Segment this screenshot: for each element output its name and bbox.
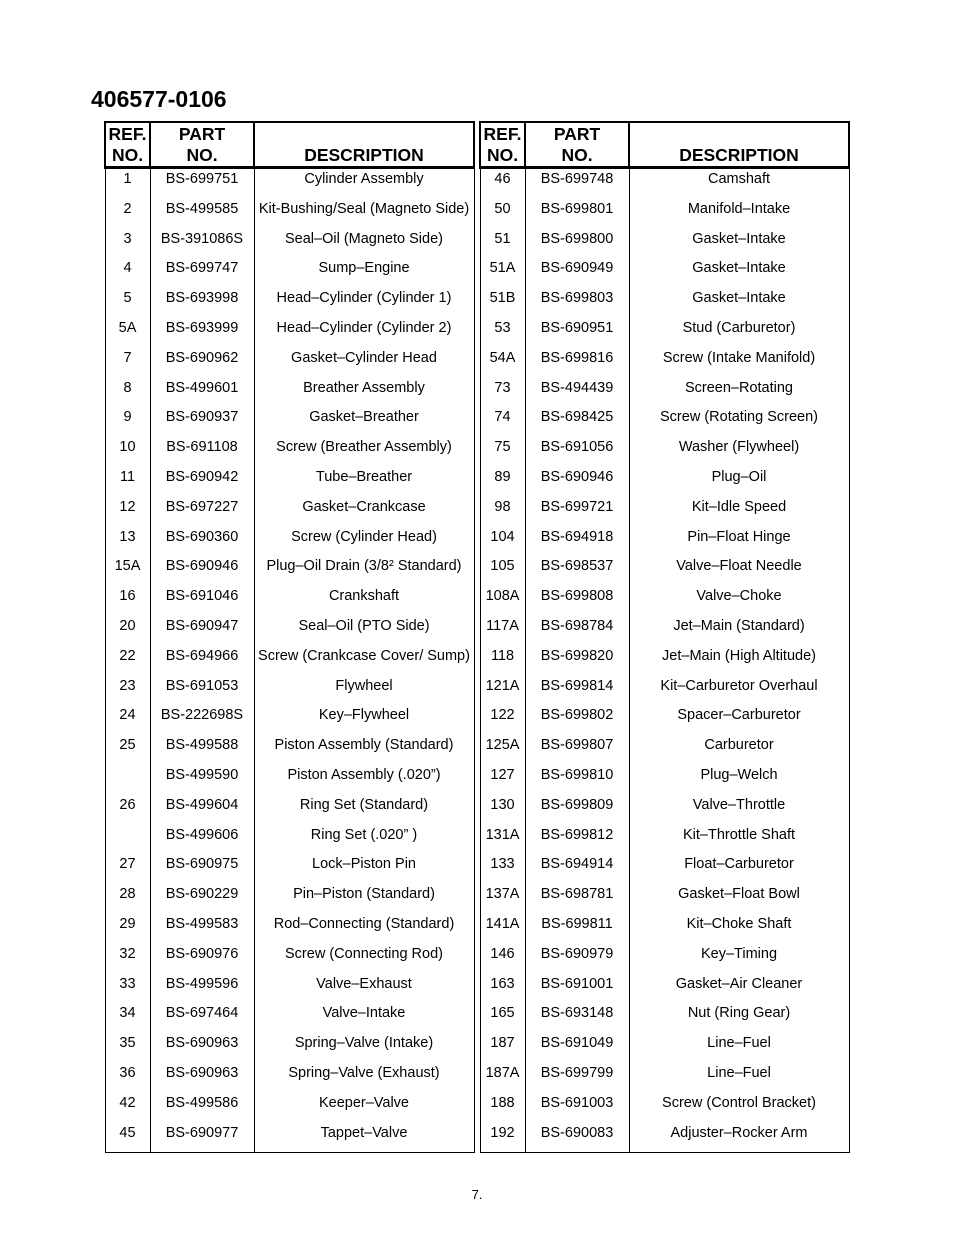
cell-description: Head–Cylinder (Cylinder 2): [254, 318, 474, 348]
cell-ref-no: 32: [105, 944, 150, 974]
cell-description: Piston Assembly (Standard): [254, 735, 474, 765]
table-row: [480, 974, 849, 1004]
header-ref-no: REF. NO.: [480, 122, 525, 168]
cell-description: Gasket–Float Bowl: [629, 884, 849, 914]
cell-description: Breather Assembly: [254, 378, 474, 408]
cell-ref-no: 7: [105, 348, 150, 378]
header-part-no: PART NO.: [150, 122, 254, 168]
cell-part-no: BS-691049: [525, 1033, 629, 1063]
cell-ref-no: 26: [105, 795, 150, 825]
page-number: 7.: [471, 1187, 483, 1202]
cell-ref-no: 28: [105, 884, 150, 914]
cell-description: Line–Fuel: [629, 1033, 849, 1063]
cell-description: Flywheel: [254, 676, 474, 706]
cell-part-no: BS-699802: [525, 705, 629, 735]
cell-part-no: BS-699799: [525, 1063, 629, 1093]
cell-ref-no: [105, 765, 150, 795]
table-row: [105, 974, 474, 1004]
cell-ref-no: 2: [105, 199, 150, 229]
cell-ref-no: 53: [480, 318, 525, 348]
cell-description: Crankshaft: [254, 586, 474, 616]
cell-description: Pin–Float Hinge: [629, 527, 849, 557]
cell-ref-no: 42: [105, 1093, 150, 1123]
table-row: [105, 1123, 474, 1153]
cell-ref-no: 131A: [480, 825, 525, 855]
cell-description: Screw (Intake Manifold): [629, 348, 849, 378]
table-row: [480, 407, 849, 437]
cell-part-no: BS-690977: [150, 1123, 254, 1153]
table-row: [105, 348, 474, 378]
cell-ref-no: 4: [105, 258, 150, 288]
cell-description: Valve–Intake: [254, 1003, 474, 1033]
cell-description: Screw (Crankcase Cover/ Sump): [254, 646, 474, 676]
table-row: [480, 1063, 849, 1093]
cell-ref-no: 5A: [105, 318, 150, 348]
table-row: [480, 586, 849, 616]
cell-ref-no: 188: [480, 1093, 525, 1123]
table-row: [480, 527, 849, 557]
table-row: [480, 676, 849, 706]
cell-ref-no: 51B: [480, 288, 525, 318]
table-row: [105, 586, 474, 616]
cell-description: Ring Set (Standard): [254, 795, 474, 825]
cell-part-no: BS-499585: [150, 199, 254, 229]
cell-description: Spring–Valve (Intake): [254, 1033, 474, 1063]
parts-table-right: [479, 121, 850, 1153]
cell-description: Gasket–Crankcase: [254, 497, 474, 527]
cell-description: Screw (Control Bracket): [629, 1093, 849, 1123]
cell-part-no: BS-693998: [150, 288, 254, 318]
table-row: [480, 229, 849, 259]
table-row: [105, 168, 474, 199]
table-row: [480, 884, 849, 914]
cell-ref-no: 98: [480, 497, 525, 527]
table-row: [105, 318, 474, 348]
cell-part-no: BS-690963: [150, 1033, 254, 1063]
cell-ref-no: 51: [480, 229, 525, 259]
table-row: [480, 795, 849, 825]
cell-description: Jet–Main (Standard): [629, 616, 849, 646]
cell-ref-no: 121A: [480, 676, 525, 706]
table-header-row: [480, 122, 849, 168]
cell-part-no: BS-697464: [150, 1003, 254, 1033]
cell-part-no: BS-499590: [150, 765, 254, 795]
cell-part-no: BS-699814: [525, 676, 629, 706]
cell-part-no: BS-690975: [150, 854, 254, 884]
cell-part-no: BS-690360: [150, 527, 254, 557]
cell-part-no: BS-693148: [525, 1003, 629, 1033]
table-row: [105, 616, 474, 646]
table-row: [105, 467, 474, 497]
table-row: [480, 735, 849, 765]
cell-part-no: BS-690937: [150, 407, 254, 437]
table-row: [105, 258, 474, 288]
cell-description: Plug–Welch: [629, 765, 849, 795]
cell-part-no: BS-499583: [150, 914, 254, 944]
cell-part-no: BS-698425: [525, 407, 629, 437]
cell-part-no: BS-699751: [150, 168, 254, 199]
table-body-left: [105, 168, 474, 1153]
table-row: [105, 497, 474, 527]
table-row: [480, 556, 849, 586]
cell-description: Gasket–Intake: [629, 229, 849, 259]
cell-part-no: BS-691001: [525, 974, 629, 1004]
cell-ref-no: 73: [480, 378, 525, 408]
cell-description: Head–Cylinder (Cylinder 1): [254, 288, 474, 318]
cell-ref-no: 36: [105, 1063, 150, 1093]
table-row: [105, 646, 474, 676]
cell-description: Cylinder Assembly: [254, 168, 474, 199]
table-row: [105, 884, 474, 914]
table-row: [105, 944, 474, 974]
cell-description: Kit-Bushing/Seal (Magneto Side): [254, 199, 474, 229]
header-part-no: PART NO.: [525, 122, 629, 168]
cell-ref-no: 130: [480, 795, 525, 825]
cell-part-no: BS-691053: [150, 676, 254, 706]
cell-description: Spring–Valve (Exhaust): [254, 1063, 474, 1093]
cell-ref-no: 1: [105, 168, 150, 199]
cell-ref-no: 8: [105, 378, 150, 408]
cell-description: Nut (Ring Gear): [629, 1003, 849, 1033]
cell-ref-no: 29: [105, 914, 150, 944]
cell-ref-no: 165: [480, 1003, 525, 1033]
cell-ref-no: 50: [480, 199, 525, 229]
cell-description: Screw (Rotating Screen): [629, 407, 849, 437]
cell-description: Sump–Engine: [254, 258, 474, 288]
table-row: [480, 348, 849, 378]
cell-part-no: BS-699812: [525, 825, 629, 855]
table-row: [480, 1123, 849, 1153]
cell-part-no: BS-694914: [525, 854, 629, 884]
parts-table-left: [104, 121, 475, 1153]
cell-part-no: BS-699748: [525, 168, 629, 199]
cell-ref-no: 105: [480, 556, 525, 586]
cell-description: Tappet–Valve: [254, 1123, 474, 1153]
cell-part-no: BS-690947: [150, 616, 254, 646]
table-row: [105, 676, 474, 706]
table-row: [480, 646, 849, 676]
table-row: [105, 407, 474, 437]
table-body-right: [480, 168, 849, 1153]
cell-ref-no: 5: [105, 288, 150, 318]
table-row: [480, 437, 849, 467]
table-row: [480, 1033, 849, 1063]
cell-description: Ring Set (.020” ): [254, 825, 474, 855]
cell-part-no: BS-690229: [150, 884, 254, 914]
cell-ref-no: 45: [105, 1123, 150, 1153]
cell-part-no: BS-691046: [150, 586, 254, 616]
cell-part-no: BS-691108: [150, 437, 254, 467]
cell-part-no: BS-699801: [525, 199, 629, 229]
table-row: [480, 497, 849, 527]
table-row: [105, 914, 474, 944]
cell-part-no: BS-694966: [150, 646, 254, 676]
cell-description: Kit–Idle Speed: [629, 497, 849, 527]
cell-ref-no: 13: [105, 527, 150, 557]
cell-ref-no: 163: [480, 974, 525, 1004]
cell-ref-no: 74: [480, 407, 525, 437]
cell-part-no: BS-494439: [525, 378, 629, 408]
cell-ref-no: 125A: [480, 735, 525, 765]
cell-part-no: BS-499604: [150, 795, 254, 825]
cell-part-no: BS-698781: [525, 884, 629, 914]
cell-part-no: BS-499588: [150, 735, 254, 765]
cell-part-no: BS-690979: [525, 944, 629, 974]
cell-ref-no: 24: [105, 705, 150, 735]
cell-description: Seal–Oil (Magneto Side): [254, 229, 474, 259]
cell-ref-no: 34: [105, 1003, 150, 1033]
cell-part-no: BS-699810: [525, 765, 629, 795]
table-row: [105, 229, 474, 259]
cell-ref-no: 146: [480, 944, 525, 974]
table-row: [480, 199, 849, 229]
cell-ref-no: 117A: [480, 616, 525, 646]
cell-description: Gasket–Intake: [629, 258, 849, 288]
cell-ref-no: 118: [480, 646, 525, 676]
cell-ref-no: 192: [480, 1123, 525, 1153]
cell-description: Kit–Throttle Shaft: [629, 825, 849, 855]
cell-ref-no: 133: [480, 854, 525, 884]
cell-part-no: BS-699816: [525, 348, 629, 378]
cell-description: Adjuster–Rocker Arm: [629, 1123, 849, 1153]
table-row: [105, 556, 474, 586]
cell-ref-no: 137A: [480, 884, 525, 914]
cell-ref-no: 54A: [480, 348, 525, 378]
table-row: [480, 467, 849, 497]
table-row: [480, 914, 849, 944]
table-row: [480, 1093, 849, 1123]
table-row: [105, 854, 474, 884]
cell-description: Lock–Piston Pin: [254, 854, 474, 884]
cell-ref-no: 9: [105, 407, 150, 437]
cell-description: Pin–Piston (Standard): [254, 884, 474, 914]
cell-part-no: BS-699803: [525, 288, 629, 318]
cell-ref-no: 27: [105, 854, 150, 884]
table-row: [105, 705, 474, 735]
table-row: [105, 378, 474, 408]
cell-part-no: BS-222698S: [150, 705, 254, 735]
cell-description: Screw (Breather Assembly): [254, 437, 474, 467]
table-row: [480, 258, 849, 288]
cell-part-no: BS-690963: [150, 1063, 254, 1093]
cell-description: Keeper–Valve: [254, 1093, 474, 1123]
cell-ref-no: 11: [105, 467, 150, 497]
cell-part-no: BS-691056: [525, 437, 629, 467]
table-row: [105, 527, 474, 557]
table-row: [105, 795, 474, 825]
table-header-row: [105, 122, 474, 168]
cell-description: Piston Assembly (.020”): [254, 765, 474, 795]
cell-ref-no: 3: [105, 229, 150, 259]
cell-ref-no: 23: [105, 676, 150, 706]
header-description: DESCRIPTION: [254, 122, 474, 168]
cell-ref-no: 35: [105, 1033, 150, 1063]
table-row: [105, 288, 474, 318]
table-row: [105, 765, 474, 795]
cell-description: Valve–Choke: [629, 586, 849, 616]
cell-part-no: BS-690946: [525, 467, 629, 497]
cell-description: Key–Timing: [629, 944, 849, 974]
cell-ref-no: 89: [480, 467, 525, 497]
cell-description: Spacer–Carburetor: [629, 705, 849, 735]
table-row: [480, 944, 849, 974]
cell-part-no: BS-690976: [150, 944, 254, 974]
cell-part-no: BS-499606: [150, 825, 254, 855]
cell-description: Carburetor: [629, 735, 849, 765]
cell-ref-no: 104: [480, 527, 525, 557]
cell-ref-no: 12: [105, 497, 150, 527]
cell-part-no: BS-694918: [525, 527, 629, 557]
cell-ref-no: 33: [105, 974, 150, 1004]
table-row: [105, 1093, 474, 1123]
cell-part-no: BS-699721: [525, 497, 629, 527]
cell-part-no: BS-499601: [150, 378, 254, 408]
cell-description: Stud (Carburetor): [629, 318, 849, 348]
cell-description: Kit–Carburetor Overhaul: [629, 676, 849, 706]
cell-part-no: BS-690949: [525, 258, 629, 288]
cell-part-no: BS-690946: [150, 556, 254, 586]
cell-part-no: BS-690083: [525, 1123, 629, 1153]
table-row: [480, 825, 849, 855]
table-row: [105, 1003, 474, 1033]
cell-description: Valve–Exhaust: [254, 974, 474, 1004]
cell-description: Float–Carburetor: [629, 854, 849, 884]
table-row: [480, 765, 849, 795]
document-title: 406577-0106: [91, 86, 227, 112]
cell-description: Rod–Connecting (Standard): [254, 914, 474, 944]
cell-description: Jet–Main (High Altitude): [629, 646, 849, 676]
cell-description: Camshaft: [629, 168, 849, 199]
cell-part-no: BS-699747: [150, 258, 254, 288]
cell-ref-no: [105, 825, 150, 855]
cell-description: Line–Fuel: [629, 1063, 849, 1093]
table-row: [480, 1003, 849, 1033]
table-row: [480, 616, 849, 646]
table-row: [105, 735, 474, 765]
cell-description: Key–Flywheel: [254, 705, 474, 735]
cell-ref-no: 15A: [105, 556, 150, 586]
table-row: [105, 199, 474, 229]
table-row: [480, 318, 849, 348]
table-row: [480, 378, 849, 408]
cell-description: Gasket–Breather: [254, 407, 474, 437]
cell-part-no: BS-499596: [150, 974, 254, 1004]
header-description: DESCRIPTION: [629, 122, 849, 168]
cell-part-no: BS-499586: [150, 1093, 254, 1123]
header-ref-no: REF. NO.: [105, 122, 150, 168]
cell-ref-no: 22: [105, 646, 150, 676]
cell-part-no: BS-691003: [525, 1093, 629, 1123]
cell-part-no: BS-693999: [150, 318, 254, 348]
cell-ref-no: 187A: [480, 1063, 525, 1093]
cell-ref-no: 25: [105, 735, 150, 765]
cell-description: Seal–Oil (PTO Side): [254, 616, 474, 646]
cell-description: Screen–Rotating: [629, 378, 849, 408]
cell-ref-no: 10: [105, 437, 150, 467]
cell-part-no: BS-697227: [150, 497, 254, 527]
cell-ref-no: 141A: [480, 914, 525, 944]
cell-part-no: BS-699809: [525, 795, 629, 825]
cell-description: Valve–Throttle: [629, 795, 849, 825]
cell-description: Gasket–Cylinder Head: [254, 348, 474, 378]
cell-ref-no: 122: [480, 705, 525, 735]
cell-description: Screw (Cylinder Head): [254, 527, 474, 557]
cell-part-no: BS-699807: [525, 735, 629, 765]
cell-part-no: BS-699808: [525, 586, 629, 616]
cell-ref-no: 127: [480, 765, 525, 795]
table-row: [480, 854, 849, 884]
cell-part-no: BS-699820: [525, 646, 629, 676]
cell-description: Tube–Breather: [254, 467, 474, 497]
cell-part-no: BS-690942: [150, 467, 254, 497]
table-row: [105, 437, 474, 467]
cell-part-no: BS-699811: [525, 914, 629, 944]
cell-ref-no: 108A: [480, 586, 525, 616]
cell-part-no: BS-391086S: [150, 229, 254, 259]
table-row: [105, 825, 474, 855]
cell-description: Gasket–Air Cleaner: [629, 974, 849, 1004]
table-row: [480, 168, 849, 199]
cell-description: Washer (Flywheel): [629, 437, 849, 467]
cell-ref-no: 46: [480, 168, 525, 199]
cell-description: Manifold–Intake: [629, 199, 849, 229]
table-row: [480, 288, 849, 318]
cell-ref-no: 20: [105, 616, 150, 646]
cell-ref-no: 51A: [480, 258, 525, 288]
cell-part-no: BS-698784: [525, 616, 629, 646]
cell-ref-no: 16: [105, 586, 150, 616]
table-row: [105, 1033, 474, 1063]
cell-description: Valve–Float Needle: [629, 556, 849, 586]
cell-part-no: BS-699800: [525, 229, 629, 259]
cell-description: Gasket–Intake: [629, 288, 849, 318]
cell-part-no: BS-698537: [525, 556, 629, 586]
cell-ref-no: 187: [480, 1033, 525, 1063]
cell-description: Screw (Connecting Rod): [254, 944, 474, 974]
cell-ref-no: 75: [480, 437, 525, 467]
cell-description: Kit–Choke Shaft: [629, 914, 849, 944]
cell-description: Plug–Oil Drain (3/8² Standard): [254, 556, 474, 586]
cell-part-no: BS-690962: [150, 348, 254, 378]
cell-description: Plug–Oil: [629, 467, 849, 497]
table-row: [105, 1063, 474, 1093]
table-row: [480, 705, 849, 735]
cell-part-no: BS-690951: [525, 318, 629, 348]
